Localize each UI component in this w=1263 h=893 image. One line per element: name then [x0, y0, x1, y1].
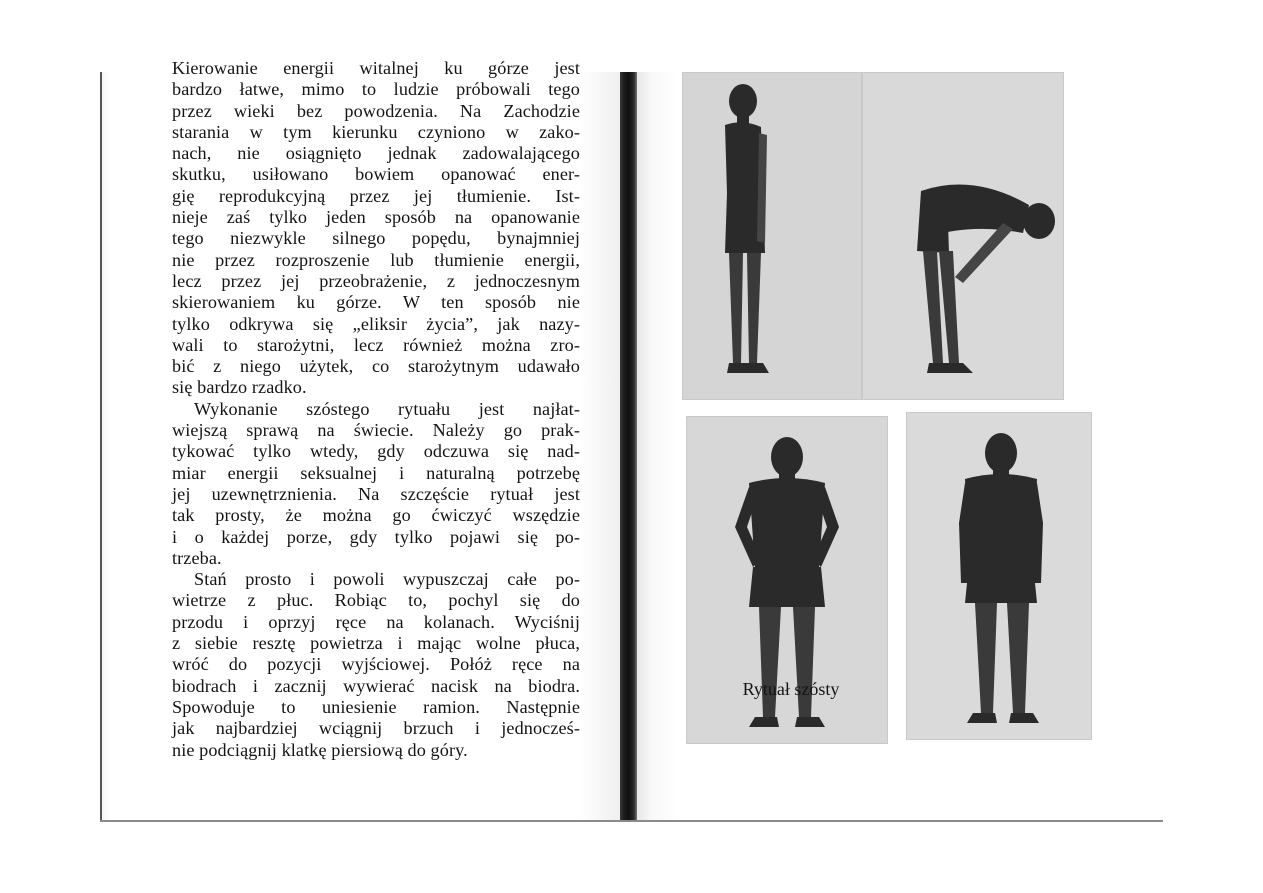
paragraph-2: [172, 399, 580, 569]
text-line: Kierowanie energii witalnej ku górze jest: [172, 58, 580, 78]
text-line: Spowoduje to uniesienie ramion. Następnie: [172, 696, 580, 717]
text-line: tego niezwykle silnego popędu, bynajmniej: [172, 228, 580, 249]
figure-caption: Rytuał szósty: [742, 679, 840, 699]
text-line: nach, nie osiągnięto jednak zadowalającego: [172, 143, 580, 164]
book-spine: [620, 72, 637, 822]
text-line: się bardzo rzadko.: [172, 377, 307, 398]
photo-bent-forward: [862, 72, 1064, 400]
text-line: wali to starożytni, lecz również można zro-: [172, 334, 580, 355]
text-line: biodrach i zacznij wywierać nacisk na biodra.: [172, 675, 580, 696]
text-line: przez wieki bez powodzenia. Na Zachodzie: [172, 100, 580, 121]
text-line: skierowaniem ku górze. W ten sposób nie: [172, 292, 580, 313]
text-line: Stań prosto i powoli wypuszczaj całe po-: [194, 569, 580, 590]
text-line: jej uzewnętrznienia. Na szczęście rytuał jest: [172, 483, 580, 504]
text-line: trzeba.: [172, 547, 222, 568]
text-line: skutku, usiłowano bowiem opanować ener-: [172, 164, 580, 185]
text-line: i o każdej porze, gdy tylko pojawi się po-: [172, 526, 580, 547]
text-line: nie podciągnij klatkę piersiową do góry.: [172, 739, 468, 760]
text-line: nie przez rozproszenie lub tłumienie energii,: [172, 249, 580, 270]
left-page: [100, 58, 620, 822]
text-line: tak prosty, że można go ćwiczyć wszędzie: [172, 505, 580, 526]
text-line: nieje zaś tylko jeden sposób na opanowanie: [172, 207, 580, 228]
text-line: lecz przez jej przeobrażenie, z jednoczesnym: [172, 270, 580, 291]
photo-standing-side: [682, 72, 862, 400]
text-line: wiejszą sprawą na świecie. Należy go prak-: [172, 420, 580, 441]
text-line: tykować tylko wtedy, gdy odczuwa się nad-: [172, 441, 580, 462]
text-line: bić z niego użytek, co starożytnym udawało: [172, 356, 580, 377]
text-line: Wykonanie szóstego rytuału jest najłat-: [194, 398, 580, 419]
page-edge: [100, 72, 102, 822]
text-line: wietrze z płuc. Robiąc to, pochyl się do: [172, 590, 580, 611]
text-line: z siebie resztę powietrza i mając wolne płuca,: [172, 633, 580, 654]
text-line: jak najbardziej wciągnij brzuch i jednocześ-: [172, 718, 580, 739]
text-line: bardzo łatwe, mimo to ludzie próbowali tego: [172, 79, 580, 100]
page-bottom-edge: [100, 820, 1163, 822]
text-line: tylko odkrywa się „eliksir życia”, jak nazy-: [172, 313, 580, 334]
photo-standing-front: [906, 412, 1092, 740]
text-line: starania w tym kierunku czyniono w zako-: [172, 121, 580, 142]
text-line: miar energii seksualnej i naturalną potrzebę: [172, 462, 580, 483]
text-line: przodu i oprzyj ręce na kolanach. Wyciśnij: [172, 611, 580, 632]
text-line: gię reprodukcyjną przez jej tłumienie. Ist-: [172, 185, 580, 206]
paragraph-1: [172, 58, 580, 399]
paragraph-3: [172, 569, 580, 761]
body-text: [172, 58, 580, 761]
text-line: wróć do pozycji wyjściowej. Połóż ręce na: [172, 654, 580, 675]
